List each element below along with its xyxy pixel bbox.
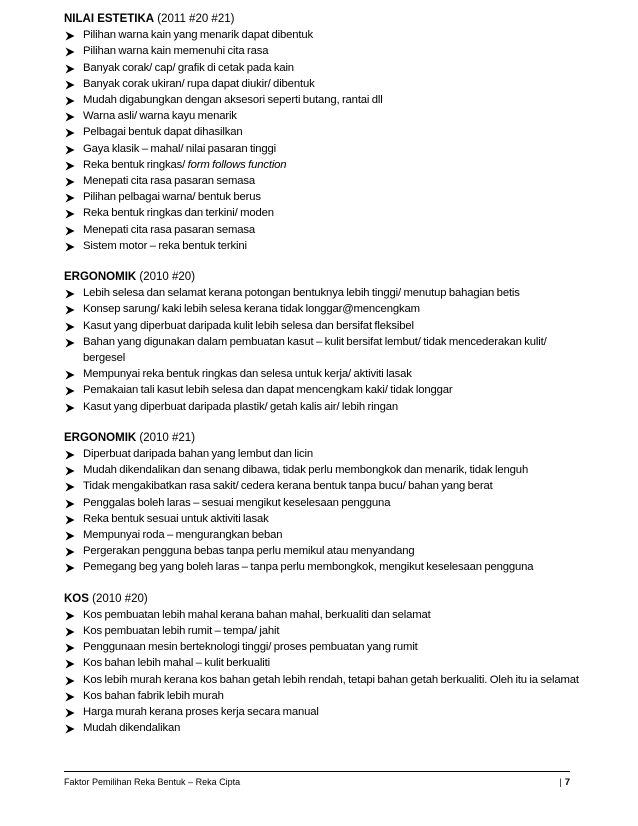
section-year-ref: (2010 #20): [136, 271, 196, 284]
arrow-bullet-icon: [65, 226, 75, 236]
arrow-bullet-icon: [65, 177, 75, 187]
arrow-bullet-icon: [65, 611, 75, 621]
list-item: [64, 655, 584, 671]
arrow-bullet-icon: [65, 676, 75, 686]
list-item: [64, 60, 584, 76]
list-item-text: Tidak mengakibatkan rasa sakit/ cedera kerana bentuk tanpa bucu/ bahan yang berat: [83, 480, 493, 493]
list-item: [64, 495, 584, 511]
list-item: [64, 318, 584, 334]
list-item-text: Bahan yang digunakan dalam pembuatan kasut – kulit bersifat lembut/ tidak mencederakan kulit/ bergesel: [83, 335, 547, 365]
list-item-text: Kos pembuatan lebih mahal kerana bahan mahal, berkualiti dan selamat: [83, 608, 431, 621]
list-item-text: Gaya klasik – mahal/ nilai pasaran tinggi: [83, 142, 277, 155]
list-item-text: Pilihan warna kain memenuhi cita rasa: [83, 45, 269, 58]
bullet-list: [64, 285, 584, 415]
arrow-bullet-icon: [65, 289, 75, 299]
list-item-text: Konsep sarung/ kaki lebih selesa kerana tidak longgar@mencengkam: [83, 303, 420, 316]
arrow-bullet-icon: [65, 112, 75, 122]
list-item-text: Banyak corak/ cap/ grafik di cetak pada kain: [83, 61, 294, 74]
list-item-text: Kasut yang diperbuat daripada kulit lebih selesa dan bersifat fleksibel: [83, 319, 414, 332]
section-year-ref: (2010 #20): [88, 592, 148, 605]
list-item: [64, 27, 584, 43]
list-item-text: Mempunyai reka bentuk ringkas dan selesa untuk kerja/ aktiviti lasak: [83, 368, 412, 381]
list-item-text: Pemakaian tali kasut lebih selesa dan dapat mencengkam kaki/ tidak longgar: [83, 384, 453, 397]
arrow-bullet-icon: [65, 338, 75, 348]
list-item-text: Reka bentuk sesuai untuk aktiviti lasak: [83, 512, 269, 525]
list-item: [64, 366, 584, 382]
list-item: [64, 511, 584, 527]
list-item-text: Mempunyai roda – mengurangkan beban: [83, 529, 283, 542]
list-item: [64, 720, 584, 736]
list-item: [64, 688, 584, 704]
arrow-bullet-icon: [65, 322, 75, 332]
list-item: [64, 205, 584, 221]
arrow-bullet-icon: [65, 193, 75, 203]
arrow-bullet-icon: [65, 47, 75, 57]
arrow-bullet-icon: [65, 305, 75, 315]
section: [64, 269, 584, 415]
list-item: [64, 399, 584, 415]
list-item: [64, 92, 584, 108]
list-item-text: Mudah digabungkan dengan aksesori seperti butang, rantai dll: [83, 94, 383, 106]
list-item-text: Menepati cita rasa pasaran semasa: [83, 175, 256, 188]
arrow-bullet-icon: [65, 466, 75, 476]
arrow-bullet-icon: [65, 31, 75, 41]
list-item-text: Lebih selesa dan selamat kerana potongan bentuknya lebih tinggi/ menutup bahagian betis: [83, 287, 520, 300]
list-item-text: Harga murah kerana proses kerja secara manual: [83, 706, 319, 719]
section-year-ref: (2010 #21): [136, 431, 196, 444]
section-heading: [64, 591, 584, 607]
list-item-text: Penggunaan mesin berteknologi tinggi/ proses pembuatan yang rumit: [83, 641, 418, 654]
bullet-list: [64, 446, 584, 576]
list-item: [64, 285, 584, 301]
section-title: NILAI ESTETIKA: [64, 13, 155, 25]
arrow-bullet-icon: [65, 145, 75, 155]
list-item-text: Diperbuat daripada bahan yang lembut dan licin: [83, 448, 314, 461]
arrow-bullet-icon: [65, 96, 75, 106]
arrow-bullet-icon: [65, 531, 75, 541]
list-item: [64, 543, 584, 559]
list-item-text: Kos bahan fabrik lebih murah: [83, 689, 224, 702]
list-item: [64, 124, 584, 140]
list-item: [64, 76, 584, 92]
section-title: KOS: [64, 592, 89, 605]
list-item: [64, 559, 584, 575]
list-item: [64, 43, 584, 59]
list-item: [64, 238, 584, 254]
section-title: ERGONOMIK: [64, 271, 137, 284]
section: [64, 430, 584, 576]
list-item: [64, 639, 584, 655]
arrow-bullet-icon: [65, 209, 75, 219]
list-item: [64, 222, 584, 238]
list-item-text: Kasut yang diperbuat daripada plastik/ getah kalis air/ lebih ringan: [83, 400, 399, 413]
arrow-bullet-icon: [65, 659, 75, 669]
list-item-text: Kos bahan lebih mahal – kulit berkualiti: [83, 657, 270, 670]
section-heading: [64, 269, 584, 285]
document-content: [64, 11, 584, 751]
page-number: 7: [564, 777, 570, 788]
arrow-bullet-icon: [65, 515, 75, 525]
list-item: [64, 334, 584, 366]
arrow-bullet-icon: [65, 482, 75, 492]
arrow-bullet-icon: [65, 128, 75, 138]
bullet-list: [64, 607, 584, 737]
list-item-text: Warna asli/ warna kayu menarik: [83, 110, 237, 123]
footer-page-number: [559, 776, 570, 789]
list-item-text: Pergerakan pengguna bebas tanpa perlu memikul atau menyandang: [83, 545, 415, 558]
list-item-text: Kos lebih murah kerana kos bahan getah lebih rendah, tetapi bahan getah berkualiti. Oleh itu ia selamat: [83, 673, 579, 686]
arrow-bullet-icon: [65, 547, 75, 557]
list-item: [64, 623, 584, 639]
list-item-text: Kos pembuatan lebih rumit – tempa/ jahit: [83, 625, 280, 638]
arrow-bullet-icon: [65, 386, 75, 396]
list-item-text: Pemegang beg yang boleh laras – tanpa perlu membongkok, mengikut keselesaan pengguna: [83, 561, 534, 574]
list-item: [64, 672, 584, 688]
bullet-list: [64, 27, 584, 254]
section-year-ref: (2011 #20 #21): [154, 13, 235, 25]
arrow-bullet-icon: [65, 161, 75, 171]
list-item-text: Reka bentuk ringkas dan terkini/ moden: [83, 207, 274, 220]
list-item-text: Pilihan pelbagai warna/ bentuk berus: [83, 191, 261, 204]
arrow-bullet-icon: [65, 563, 75, 573]
list-item-text: Banyak corak ukiran/ rupa dapat diukir/ dibentuk: [83, 77, 315, 90]
footer-title: Faktor Pemilihan Reka Bentuk – Reka Cipta: [64, 777, 241, 787]
arrow-bullet-icon: [65, 80, 75, 90]
list-item: [64, 607, 584, 623]
list-item: [64, 108, 584, 124]
arrow-bullet-icon: [65, 403, 75, 413]
section-heading: [64, 11, 584, 27]
list-item: [64, 462, 584, 478]
section: [64, 11, 584, 254]
arrow-bullet-icon: [65, 499, 75, 509]
list-item: [64, 382, 584, 398]
list-item-text: Sistem motor – reka bentuk terkini: [83, 239, 247, 252]
list-item-text: Mudah dikendalikan dan senang dibawa, tidak perlu membongkok dan menarik, tidak lenguh: [83, 464, 529, 477]
list-item: [64, 173, 584, 189]
list-item-emphasis: form follows function: [187, 158, 287, 171]
arrow-bullet-icon: [65, 450, 75, 460]
arrow-bullet-icon: [65, 692, 75, 702]
section-heading: [64, 430, 584, 446]
arrow-bullet-icon: [65, 64, 75, 74]
list-item-text: Penggalas boleh laras – sesuai mengikut keselesaan pengguna: [83, 496, 391, 509]
arrow-bullet-icon: [65, 627, 75, 637]
list-item: [64, 189, 584, 205]
list-item: [64, 446, 584, 462]
list-item: [64, 527, 584, 543]
arrow-bullet-icon: [65, 643, 75, 653]
page-footer: [64, 771, 570, 788]
section-title: ERGONOMIK: [64, 431, 137, 444]
list-item: [64, 704, 584, 720]
arrow-bullet-icon: [65, 724, 75, 734]
footer-separator: |: [559, 777, 562, 787]
list-item: [64, 478, 584, 494]
list-item: [64, 301, 584, 317]
arrow-bullet-icon: [65, 708, 75, 718]
arrow-bullet-icon: [65, 370, 75, 380]
list-item-text: Pelbagai bentuk dapat dihasilkan: [83, 126, 243, 139]
list-item-text: Reka bentuk ringkas/: [83, 158, 188, 171]
list-item-text: Pilihan warna kain yang menarik dapat dibentuk: [83, 29, 313, 42]
list-item: [64, 157, 584, 173]
list-item-text: Mudah dikendalikan: [83, 722, 181, 735]
list-item-text: Menepati cita rasa pasaran semasa: [83, 223, 256, 236]
arrow-bullet-icon: [65, 242, 75, 252]
section: [64, 591, 584, 737]
list-item: [64, 141, 584, 157]
